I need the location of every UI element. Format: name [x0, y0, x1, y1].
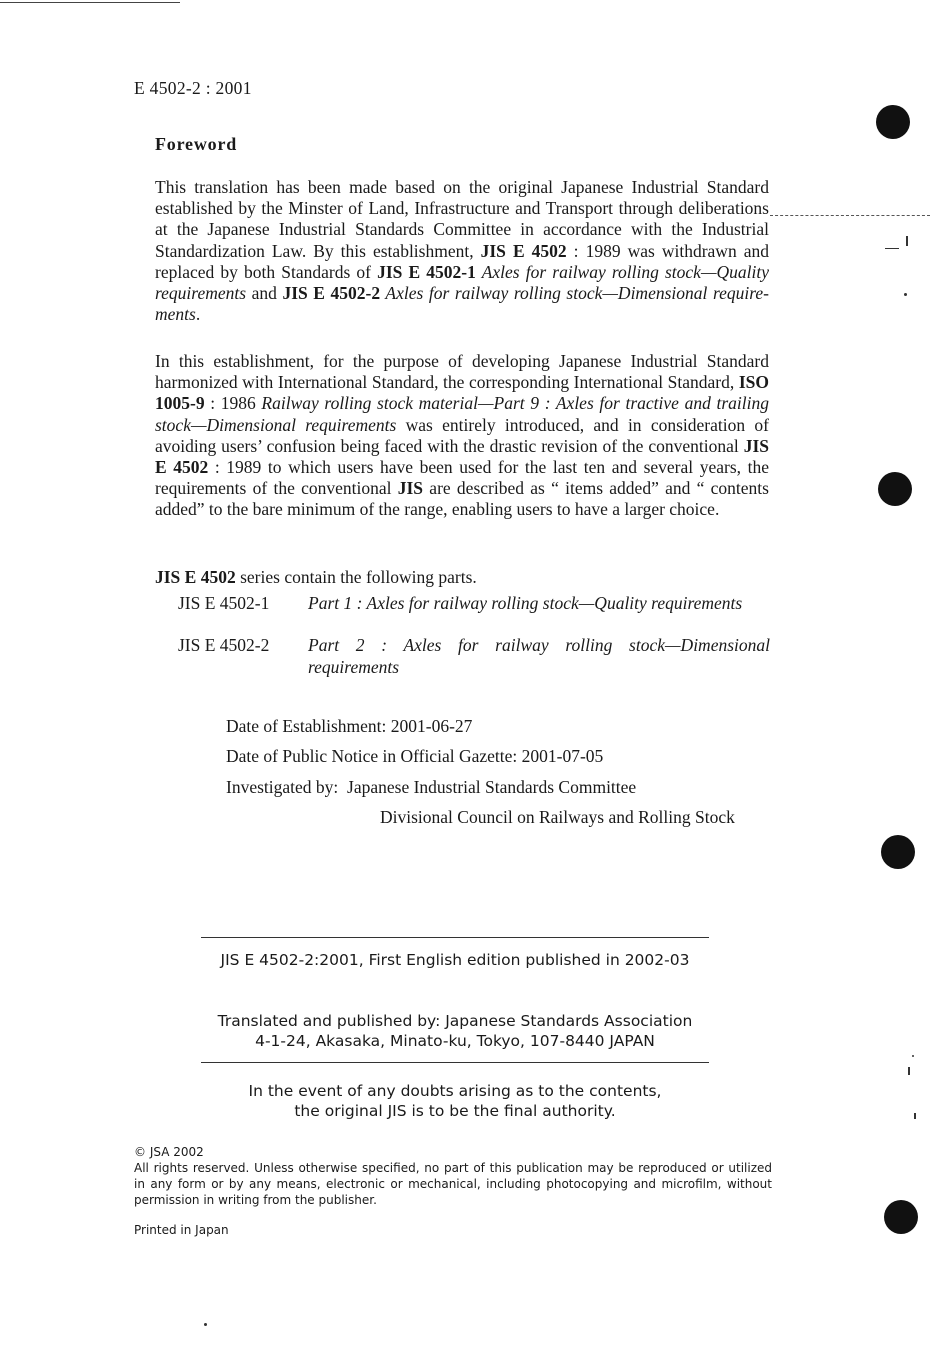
foreword-paragraph-1: This translation has been made based on the original Japanese Industrial Standard established by the Minster of Land, Infrastructure and Transport through deliberations at the Japanese Industrial Standards Committee in accordance with the Industrial Standardization Law. By this establishment, JIS E 4502 : 1989 was withdrawn and replaced by both Standards of JIS E 4502-1 Axles for railway rolling stock—Quality requirements and JIS E 4502-2 Axles for railway rolling stock—Dimensional requirements.: [155, 177, 769, 325]
std-ref: JIS E 4502: [155, 567, 236, 587]
publisher-block: Translated and published by: Japanese Standards Association 4-1-24, Akasaka, Minato-ku, Tokyo, 107-8440 JAPAN: [217, 1012, 693, 1050]
scan-speck: [885, 248, 899, 249]
edition-line: JIS E 4502-2:2001, First English edition published in 2002-03: [220, 951, 690, 969]
investigated-council: Divisional Council on Railways and Rolling Stock: [380, 807, 735, 827]
punch-hole: [876, 105, 910, 139]
foreword-paragraph-3: JIS E 4502 series contain the following parts.: [155, 567, 477, 587]
foreword-paragraph-2: In this establishment, for the purpose of developing Japanese Industrial Standard harmonized with International Standard, the corresponding International Standard, ISO 1005-9 : 1986 Railway rolling stock material—Part 9 : Axles for tractive and trailing stock—Dimensional requirements was entirely introduced, and in consideration of avoiding users’ confusion being faced with the drastic revision of the conventional JIS E 4502 : 1989 to which users have been used for the last ten and several years, the requirements of the conventional JIS are described as “ items added” and “ contents added” to the bare minimum of the range, enabling users to have a larger choice.: [155, 351, 769, 520]
std-ref: JIS E 4502: [155, 435, 769, 478]
copyright: © JSA 2002: [134, 1145, 204, 1159]
scan-speck: [906, 236, 908, 246]
scan-mark-dashes: [770, 215, 930, 216]
scan-speck: [914, 1113, 916, 1119]
part-title: Part 1 : Axles for railway rolling stock—Quality requirements: [308, 593, 743, 613]
authority-note: In the event of any doubts arising as to the contents, the original JIS is to be the final authority.: [248, 1082, 662, 1120]
divider: [201, 1062, 709, 1063]
document-number: E 4502-2 : 2001: [134, 78, 252, 98]
std-ref: JIS E 4502-2: [282, 283, 381, 304]
foreword-heading: Foreword: [155, 134, 238, 154]
part-title: Part 2 : Axles for railway rolling stock—Dimensional requirements: [308, 635, 770, 677]
std-ref: JIS: [397, 478, 424, 499]
punch-hole: [881, 835, 915, 869]
rights-notice: All rights reserved. Unless otherwise specified, no part of this publication may be reproduced or utilized in any form or by any means, electronic or mechanical, including photocopying and microfilm, without permission in writing from the publisher.: [134, 1161, 772, 1207]
divider: [201, 937, 709, 938]
date-of-establishment: Date of Establishment: 2001-06-27: [226, 716, 473, 736]
scan-top-rule: [0, 2, 180, 3]
scan-speck: [912, 1055, 914, 1057]
part-list-item: [178, 593, 770, 615]
std-ref: JIS E 4502: [480, 240, 567, 261]
std-ref: JIS E 4502-1: [377, 261, 476, 282]
scan-speck: [204, 1323, 207, 1326]
std-ref: ISO 1005-9: [155, 372, 769, 414]
printed-in: Printed in Japan: [134, 1223, 229, 1237]
punch-hole: [878, 472, 912, 506]
scan-speck: [908, 1067, 910, 1075]
part-code: JIS E 4502-2: [178, 635, 270, 655]
scan-speck: [904, 293, 907, 296]
punch-hole: [884, 1200, 918, 1234]
part-code: JIS E 4502-1: [178, 593, 270, 613]
part-list-item: [178, 635, 770, 678]
investigated-by: Investigated by: Japanese Industrial Standards Committee: [226, 777, 637, 797]
date-of-public-notice: Date of Public Notice in Official Gazette: 2001-07-05: [226, 746, 604, 766]
